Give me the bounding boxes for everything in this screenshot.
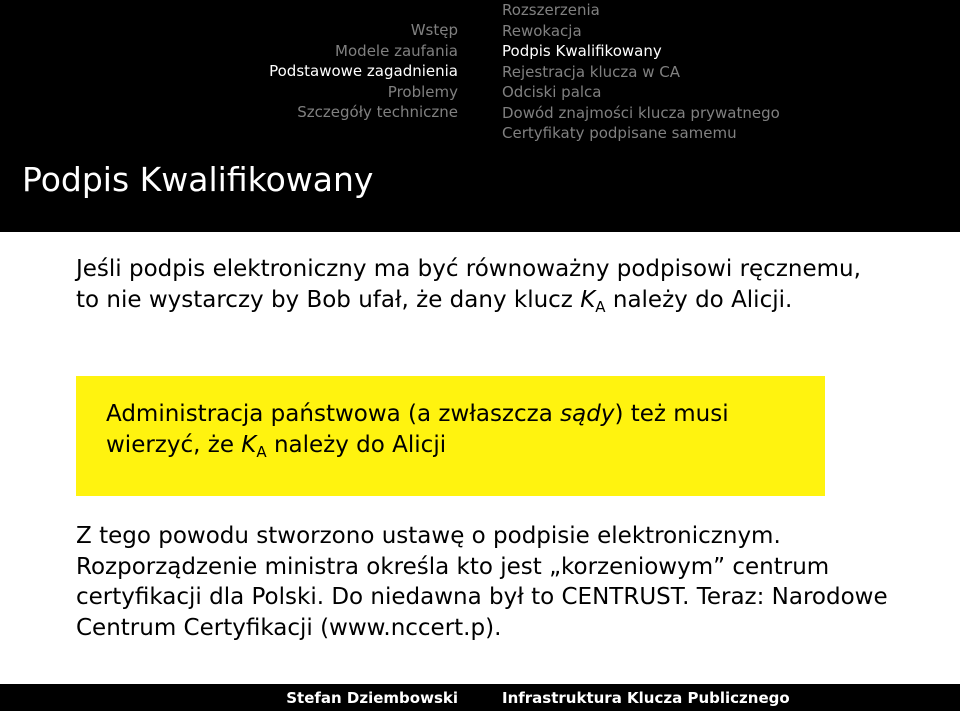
block-text-3: należy do Alicji [266, 431, 447, 458]
nav-subsection-rejestracja-klucza[interactable]: Rejestracja klucza w CA [502, 62, 681, 81]
subsection-nav [502, 0, 780, 144]
nav-section-modele-zaufania[interactable]: Modele zaufania [335, 41, 458, 60]
nav-section-podstawowe-zagadnienia[interactable]: Podstawowe zagadnienia [269, 62, 458, 80]
block-key-subscript: A [256, 442, 267, 461]
nav-subsection-podpis-kwalifikowany[interactable]: Podpis Kwalifikowany [502, 42, 662, 60]
header-bar [0, 0, 960, 232]
section-nav [269, 20, 458, 123]
block-emphasis: sądy [560, 401, 615, 427]
nav-subsection-rewokacja[interactable]: Rewokacja [502, 21, 582, 40]
tail-paragraph: Z tego powodu stworzono ustawę o podpisie elektronicznym. Rozporządzenie ministra określa kto jest „korzeniowym” centrum certyfikacji dla Polski. Do niedawna był to CENTRUST. Teraz: Narodowe Centrum Certyfikacji (www.nccert.p). [76, 523, 888, 641]
nav-section-wstep[interactable]: Wstęp [410, 21, 458, 39]
block-key-symbol: K [241, 431, 257, 458]
footer-bar [0, 684, 960, 711]
frame-title: Podpis Kwalifikowany [22, 160, 374, 199]
nav-subsection-certyfikaty-samemu[interactable]: Certyfikaty podpisane samemu [502, 124, 737, 142]
nav-section-szczegoly-techniczne[interactable]: Szczegóły techniczne [297, 103, 458, 121]
intro-text-1: Jeśli podpis elektroniczny ma być równoważny podpisowi ręcznemu, to nie wystarczy by Bob ufał, że dany klucz [76, 256, 861, 313]
highlight-block [76, 376, 825, 496]
key-subscript: A [595, 297, 606, 316]
footer-title: Infrastruktura Klucza Publicznego [502, 689, 790, 707]
nav-subsection-rozszerzenia[interactable]: Rozszerzenia [502, 1, 600, 19]
footer-author: Stefan Dziembowski [286, 689, 458, 707]
intro-paragraph [76, 254, 876, 322]
nav-section-problemy[interactable]: Problemy [387, 82, 458, 101]
block-text-1: Administracja państwowa (a zwłaszcza [106, 401, 561, 427]
nav-subsection-odciski-palca[interactable]: Odciski palca [502, 83, 602, 101]
highlight-text [106, 399, 806, 467]
key-symbol: K [580, 286, 596, 313]
block-text-2: ) też musi wierzyć, że [106, 401, 729, 458]
nav-subsection-dowod-znajomosci[interactable]: Dowód znajmości klucza prywatnego [502, 103, 780, 122]
intro-text-2: należy do Alicji. [605, 286, 793, 313]
